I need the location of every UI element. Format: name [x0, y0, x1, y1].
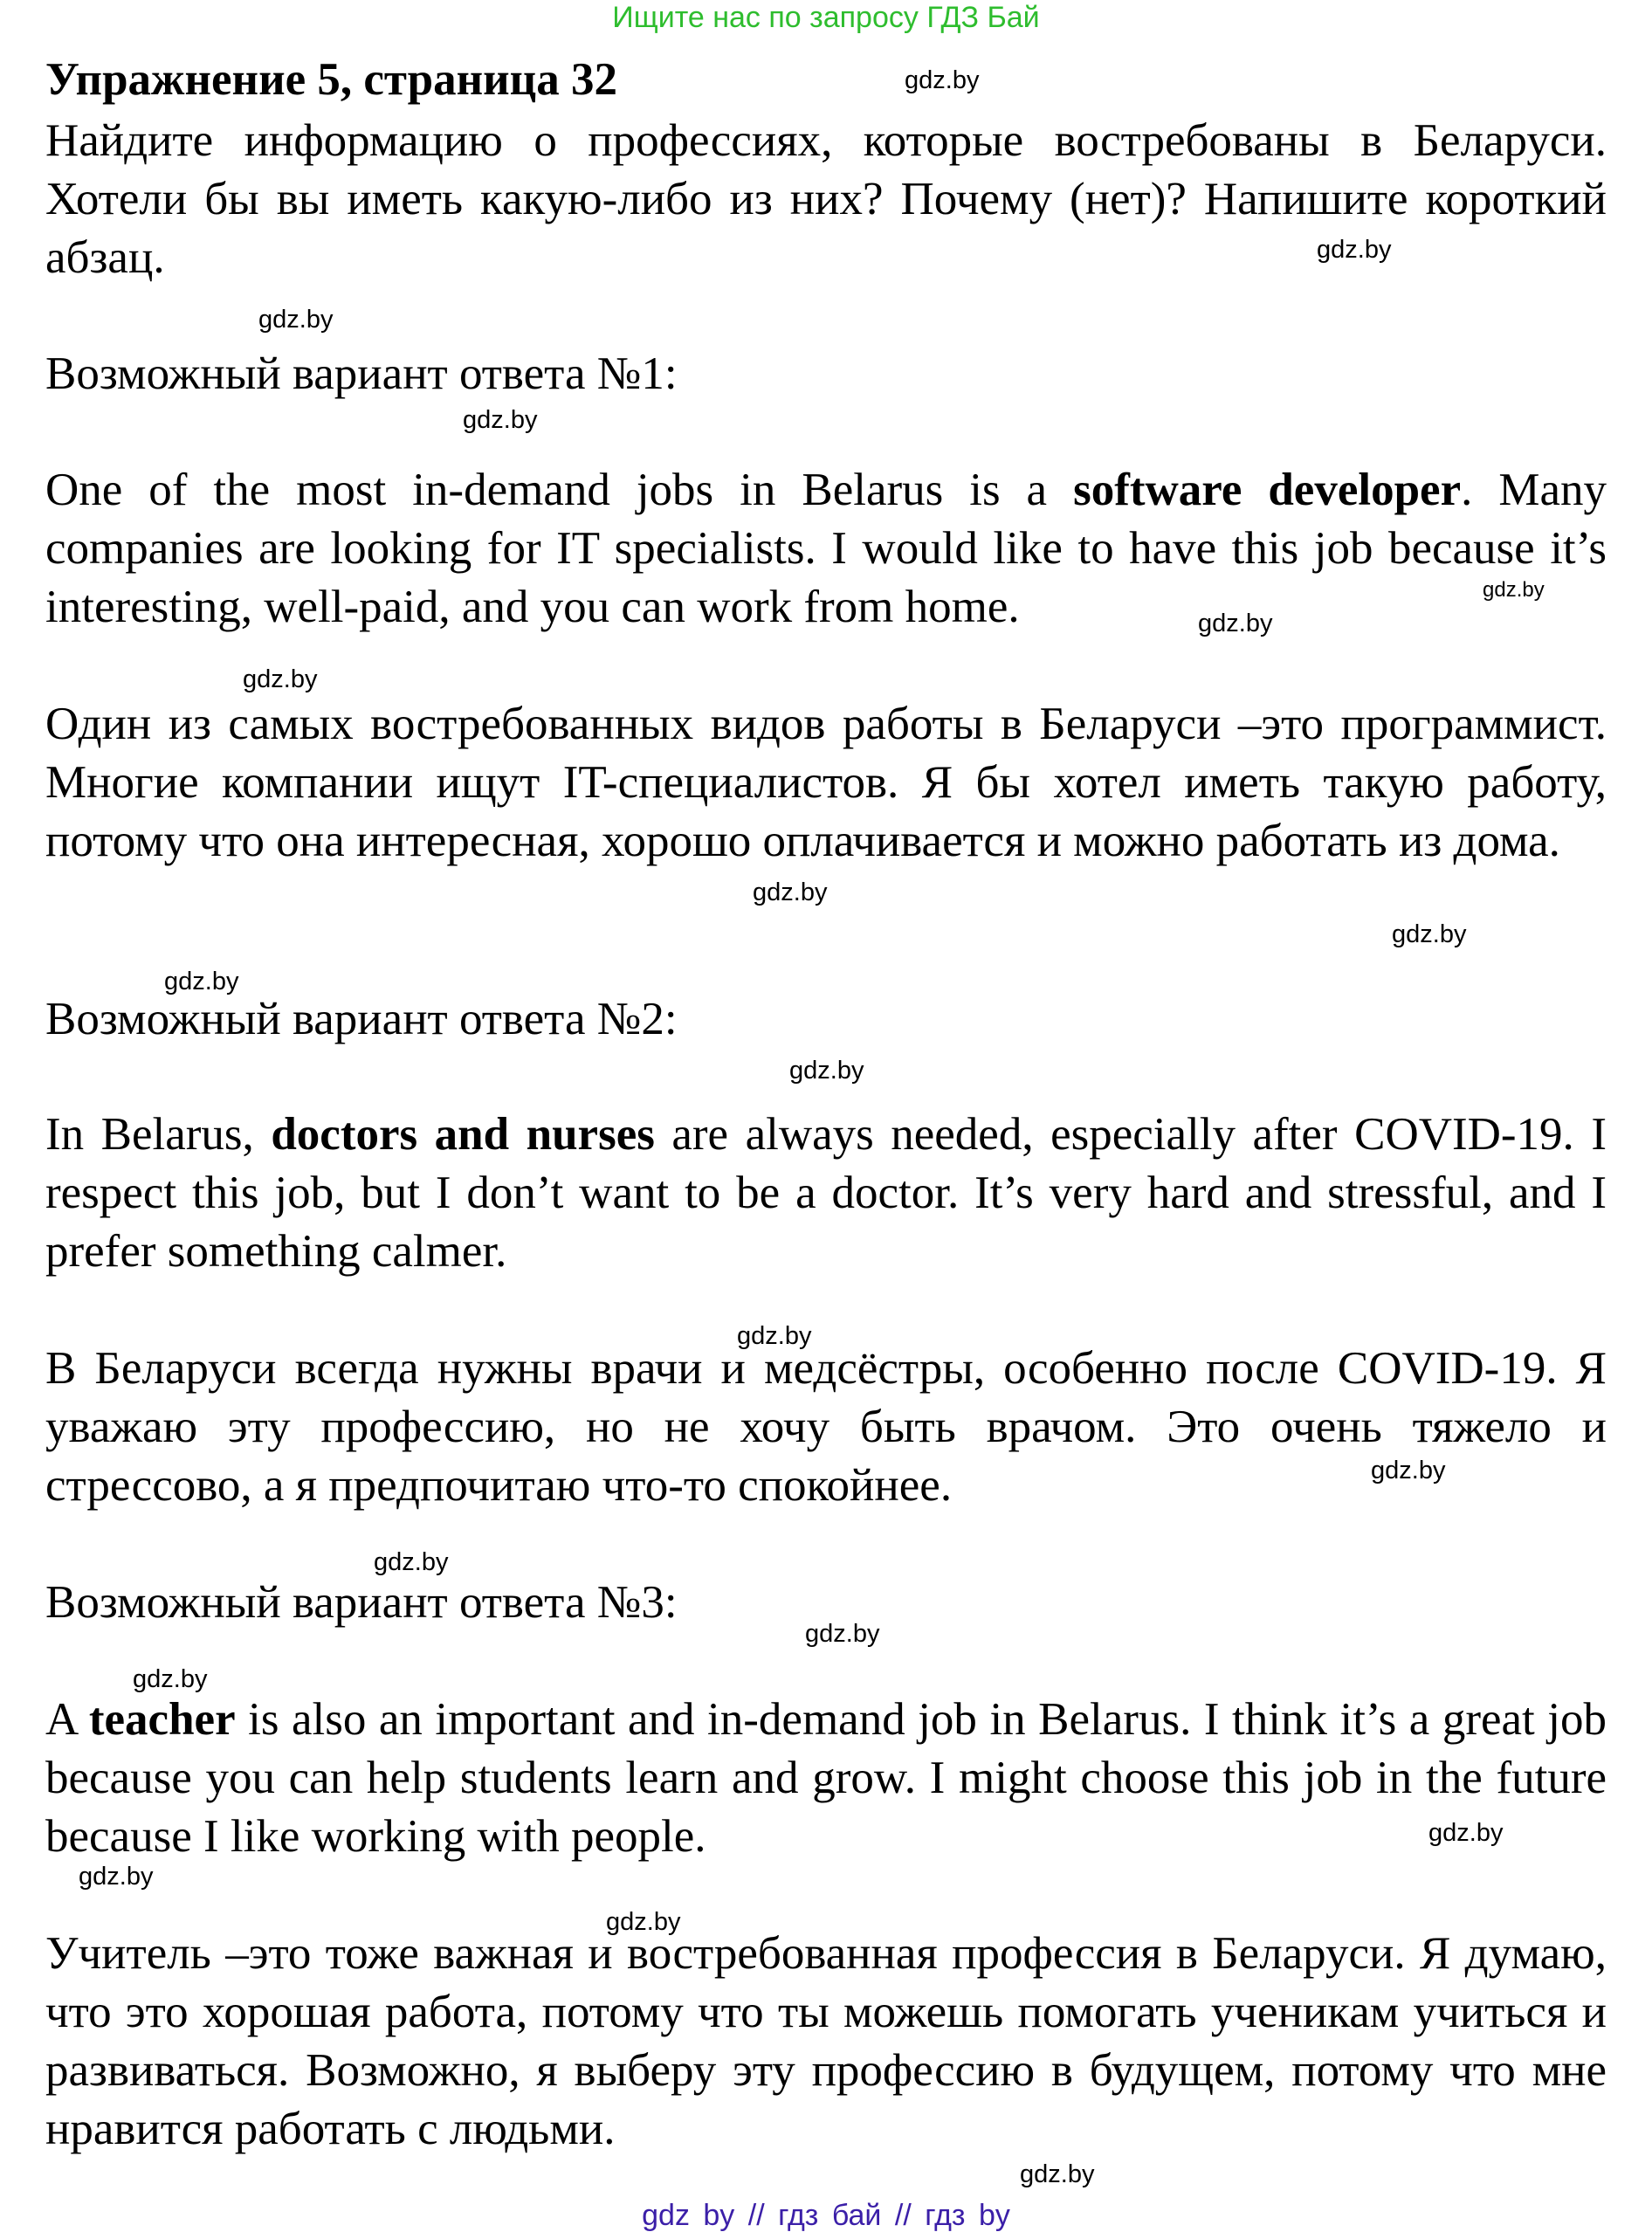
answer-1-english-after: . Many companies are looking for IT specialists. I would like to have this job because it’s interesting, well-paid, and you can work from home.	[45, 465, 1607, 632]
watermark: gdz.by	[753, 878, 828, 906]
answer-1-label: Возможный вариант ответа №1:	[45, 348, 678, 399]
watermark: gdz.by	[606, 1908, 681, 1936]
answer-1-english	[45, 461, 1607, 637]
answer-1-russian: Один из самых востребованных видов работы в Беларуси –это программист. Многие компании ищут IT-специалистов. Я бы хотел иметь такую работу, потому что она интересная, хорошо оплачивается и можно работать из дома.	[45, 699, 1607, 866]
exercise-title: Упражнение 5, страница 32	[45, 54, 617, 105]
answer-3-english-before: A	[45, 1694, 89, 1745]
watermark: gdz.by	[79, 1863, 154, 1891]
watermark: gdz.by	[1020, 2160, 1095, 2188]
watermark: gdz.by	[1198, 610, 1273, 637]
answer-3-english	[45, 1691, 1607, 1866]
footer-links: gdz by // гдз бай // гдз by	[642, 2199, 1010, 2232]
answer-2-label: Возможный вариант ответа №2:	[45, 994, 678, 1044]
answer-3-english-after: is also an important and in-demand job in Belarus. I think it’s a great job because you can help students learn and grow. I might choose this job in the future because I like working with people.	[45, 1694, 1607, 1862]
watermark: gdz.by	[905, 66, 980, 94]
watermark: gdz.by	[1392, 920, 1467, 948]
answer-2-russian: В Беларуси всегда нужны врачи и медсёстры, особенно после COVID-19. Я уважаю эту профессию, но не хочу быть врачом. Это очень тяжело и стрессово, а я предпочитаю что-то спокойнее.	[45, 1343, 1607, 1511]
answer-2-english	[45, 1106, 1607, 1281]
answer-1-term: software developer	[1073, 465, 1462, 515]
answer-2-term: doctors and nurses	[271, 1109, 655, 1160]
watermark: gdz.by	[1483, 578, 1545, 602]
answer-2-english-after: are always needed, especially after COVID-19. I respect this job, but I don’t want to be a doctor. It’s very hard and stressful, and I prefer something calmer.	[45, 1109, 1607, 1277]
watermark: gdz.by	[805, 1620, 880, 1648]
answer-3-russian: Учитель –это тоже важная и востребованная профессия в Беларуси. Я думаю, что это хорошая работа, потому что ты можешь помогать ученикам учиться и развиваться. Возможно, я выберу эту профессию в будущем, потому что мне нравится работать с людьми.	[45, 1928, 1607, 2154]
answer-2-english-before: In Belarus,	[45, 1109, 272, 1160]
watermark: gdz.by	[133, 1665, 208, 1693]
watermark: gdz.by	[1371, 1457, 1446, 1485]
top-banner: Ищите нас по запросу ГДЗ Бай	[612, 1, 1040, 34]
watermark: gdz.by	[258, 306, 334, 334]
answer-3-label: Возможный вариант ответа №3:	[45, 1577, 678, 1628]
watermark: gdz.by	[463, 406, 538, 434]
watermark: gdz.by	[1317, 236, 1392, 264]
watermark: gdz.by	[243, 665, 318, 693]
answer-3-term: teacher	[88, 1694, 236, 1745]
watermark: gdz.by	[1428, 1819, 1504, 1847]
watermark: gdz.by	[737, 1322, 812, 1350]
watermark: gdz.by	[164, 968, 239, 995]
watermark: gdz.by	[789, 1057, 864, 1085]
watermark: gdz.by	[374, 1548, 449, 1576]
answer-1-english-before: One of the most in-demand jobs in Belarus is a	[45, 465, 1074, 515]
task-text: Найдите информацию о профессиях, которые востребованы в Беларуси. Хотели бы вы иметь какую-либо из них? Почему (нет)? Напишите короткий абзац.	[45, 115, 1607, 283]
